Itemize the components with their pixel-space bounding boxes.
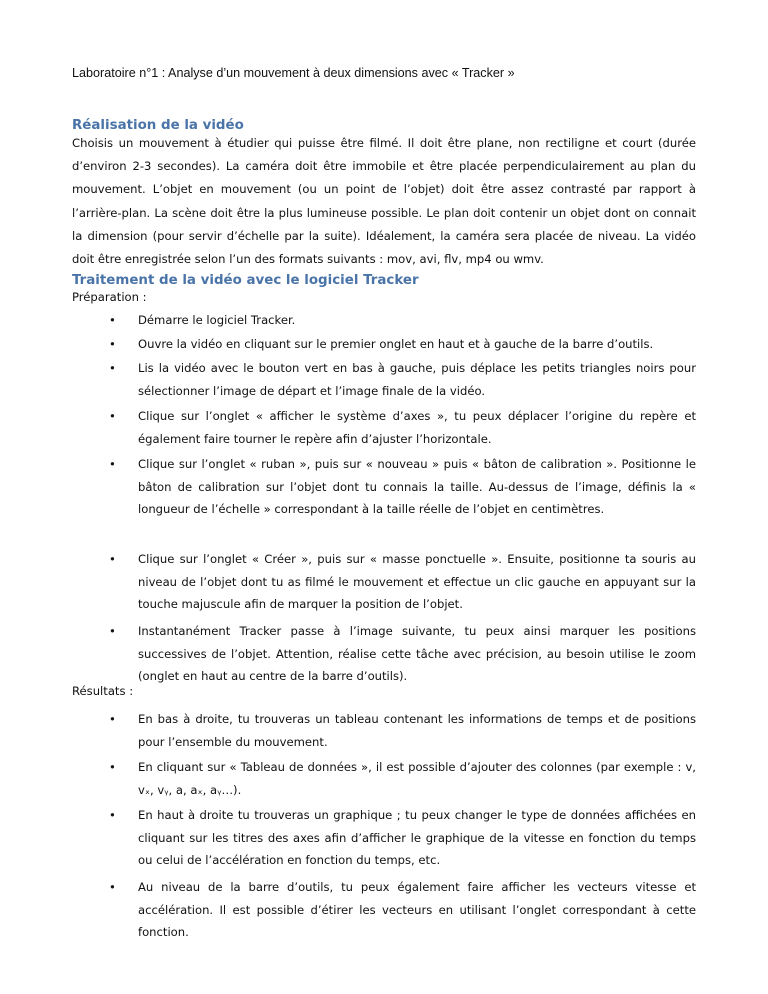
bullet-icon: •	[109, 760, 116, 774]
section-title-traitement: Traitement de la vidéo avec le logiciel Tracker	[72, 273, 419, 288]
bullet-icon: •	[109, 808, 116, 822]
bullet-icon: •	[109, 712, 116, 726]
list-item-text: En cliquant sur « Tableau de données », il est possible d’ajouter des colonnes (par exemple : v, vₓ, vᵧ, a, aₓ, aᵧ…).	[138, 760, 696, 797]
page-header: Laboratoire n°1 : Analyse d’un mouvement à deux dimensions avec « Tracker »	[72, 66, 515, 80]
list-item-text: Au niveau de la barre d’outils, tu peux également faire afficher les vecteurs vitesse et accélération. Il est possible d’étirer les vecteurs en utilisant l’onglet correspondant à cette fonction.	[138, 880, 696, 939]
bullet-icon: •	[109, 457, 116, 471]
bullet-icon: •	[109, 409, 116, 423]
section-title-realisation: Réalisation de la vidéo	[72, 118, 244, 133]
list-item-text: En haut à droite tu trouveras un graphique ; tu peux changer le type de données affichées en cliquant sur les titres des axes afin d’afficher le graphique de la vitesse en fonction du temps ou celui de l’accélération en fonction du temps, etc.	[138, 808, 696, 867]
preparation-label: Préparation :	[72, 290, 147, 304]
list-item-text: Ouvre la vidéo en cliquant sur le premier onglet en haut et à gauche de la barre d’outils.	[138, 337, 654, 351]
list-item-text: Clique sur l’onglet « Créer », puis sur « masse ponctuelle ». Ensuite, positionne ta souris au niveau de l’objet dont tu as filmé le mouvement et effectue un clic gauche en appuyant sur la touche majuscule afin de marquer la position de l’objet.	[138, 552, 696, 611]
bullet-icon: •	[109, 337, 116, 351]
list-item-text: Instantanément Tracker passe à l’image suivante, tu peux ainsi marquer les positions successives de l’objet. Attention, réalise cette tâche avec précision, au besoin utilise le zoom (onglet en haut au centre de la barre d’outils).	[138, 624, 696, 683]
list-item-text: Clique sur l’onglet « afficher le système d’axes », tu peux déplacer l’origine du repère et également faire tourner le repère afin d’ajuster l’horizontale.	[138, 409, 696, 446]
bullet-icon: •	[109, 361, 116, 375]
bullet-icon: •	[109, 313, 116, 327]
section-paragraph-realisation: Choisis un mouvement à étudier qui puisse être filmé. Il doit être plane, non rectiligne et court (durée d’environ 2-3 secondes). La caméra doit être immobile et être placée perpendiculairement au plan du mouvement. L’objet en mouvement (ou un point de l’objet) doit être assez contrasté par rapport à l’arrière-plan. La scène doit être la plus lumineuse possible. Le plan doit contenir un objet dont on connait la dimension (pour servir d’échelle par la suite). Idéalement, la caméra sera placée de niveau. La vidéo doit être enregistrée selon l’un des formats suivants : mov, avi, flv, mp4 ou wmv.	[72, 136, 696, 267]
bullet-icon: •	[109, 552, 116, 566]
list-item-text: Clique sur l’onglet « ruban », puis sur « nouveau » puis « bâton de calibration ». Positionne le bâton de calibration sur l’objet dont tu connais la taille. Au-dessus de l’image, définis la « longueur de l’échelle » correspondant à la taille réelle de l’objet en centimètres.	[138, 457, 696, 516]
list-item-text: En bas à droite, tu trouveras un tableau contenant les informations de temps et de positions pour l’ensemble du mouvement.	[138, 712, 696, 749]
list-item-text: Lis la vidéo avec le bouton vert en bas à gauche, puis déplace les petits triangles noirs pour sélectionner l’image de départ et l’image finale de la vidéo.	[138, 361, 696, 398]
bullet-icon: •	[109, 624, 116, 638]
bullet-icon: •	[109, 880, 116, 894]
results-label: Résultats :	[72, 684, 134, 698]
list-item-text: Démarre le logiciel Tracker.	[138, 313, 296, 327]
